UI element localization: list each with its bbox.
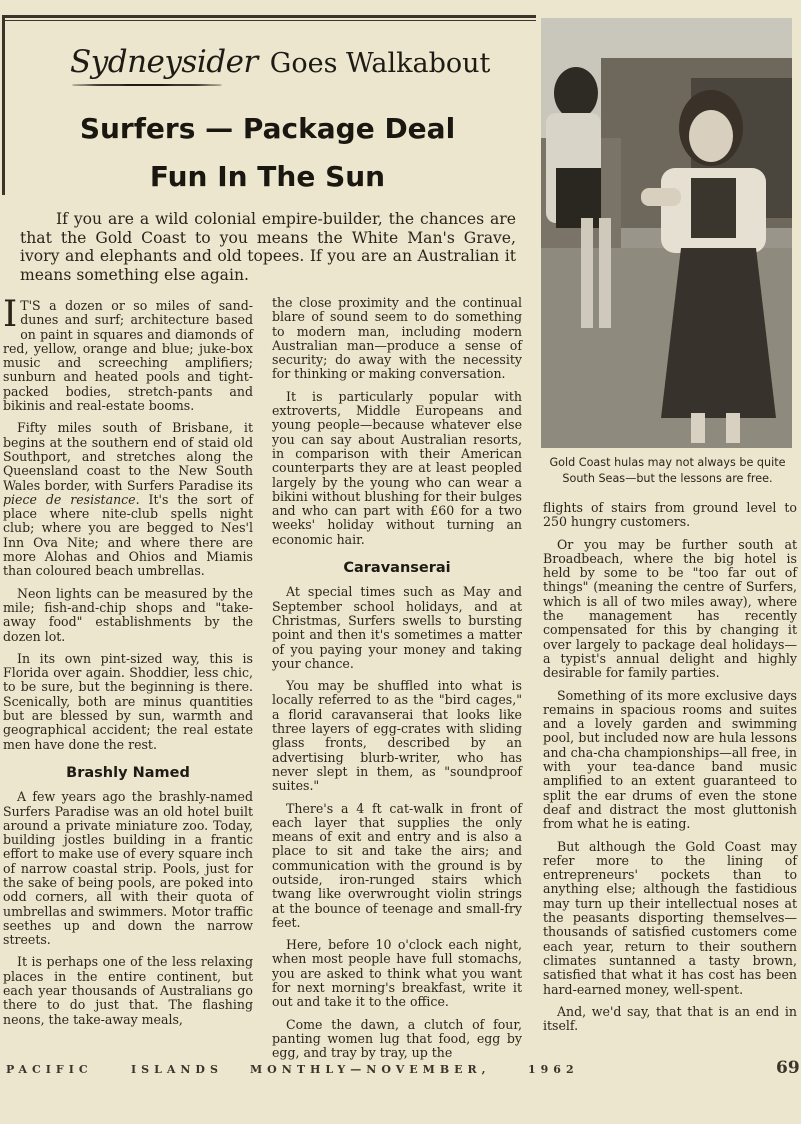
masthead-script: Sydneysider (70, 44, 258, 80)
paragraph: There's a 4 ft cat-walk in front of each layer that supplies the only means of exit and entry and is also a place to sit and take the airs; and communication with the ground is by outside, iron-runged stairs which twang like overwrought violin strings at the bounce of teenage and small-fry feet. (272, 800, 522, 930)
paragraph: It is perhaps one of the less relaxing places in the entire continent, but each year thousands of Australians go there to do just that. The flashing neons, the take-away meals, (3, 954, 253, 1027)
paragraph: A few years ago the brashly-named Surfers Paradise was an old hotel built around a private miniature zoo. Today, building jostles building in a frantic effort to make use of every square inch of narrow coastal strip. Pools, just for the sake of being pools, are poked into odd corners, all with their quota of umbrellas and swimmers. Motor traffic seethes up and down the narrow streets. (3, 789, 253, 948)
paragraph: Here, before 10 o'clock each night, when most people have full stomachs, you are asked to think what you want for next morning's breakfast, write it out and take it to the office. (272, 937, 522, 1010)
paragraph: Fifty miles south of Brisbane, it begins at the southern end of staid old Southport, and stretches along the Queensland coast to the New South Wales border, with Surfers Paradise its piece de resistance. It's the sort of place where nite-club spells night club; where you are begged to Nes'l Inn Ova Nite; and where there are more Alohas and Ohios and Miamis than coloured beach umbrellas. (3, 420, 254, 579)
footer-publication-1: PACIFIC (6, 1063, 93, 1076)
paragraph: flights of stairs from ground level to 250 hungry customers. (543, 500, 797, 530)
footer-publication-2: ISLANDS (131, 1063, 223, 1076)
intro-paragraph: If you are a wild colonial empire-builder, the chances are that the Gold Coast to you means the White Man's Grave, ivory and elephants and old topees. If you are an Australian it means something else again. (20, 210, 516, 284)
column-masthead (70, 44, 530, 94)
paragraph: I T'S a dozen or so miles of sand-dunes and surf; architecture based on paint in squares and diamonds of red, yellow, orange and blue; juke-box music and screeching amplifiers; sunburn and heated pools and tight-packed bodies, stretch-pants and bikinis and real-estate booms. (3, 294, 253, 414)
headline-line-2: Fun In The Sun (149, 160, 386, 193)
paragraph: At special times such as May and September school holidays, and at Christmas, Surfers swells to bursting point and then it's sometimes a matter of you paying your money and taking your chance. (272, 584, 522, 671)
paragraph: the close proximity and the continual blare of sound seem to do something to modern man, including modern Australian man—produce a sense of security; do away with the necessity for thinking or making conversation. (272, 295, 522, 382)
paragraph: In its own pint-sized way, this is Florida over again. Shoddier, less chic, to be sure, but the beginning is there. Scenically, both are minus quantities but are blessed by sun, warmth and geographical accident; the real estate men have done the rest. (3, 650, 253, 752)
top-rule-thin (2, 20, 536, 21)
photo-caption: Gold Coast hulas may not always be quite South Seas—but the lessons are free. (549, 456, 786, 485)
paragraph: Neon lights can be measured by the mile; fish-and-chip shops and "take-away food" establishments by the dozen lot. (3, 585, 253, 644)
hula-photo (541, 18, 792, 448)
subheading: Caravanserai (343, 560, 451, 577)
article-column-3 (543, 501, 797, 1041)
article-column-1 (3, 294, 254, 1035)
paragraph: Come the dawn, a clutch of four, panting women lug that food, egg by egg, and tray by tray, up the (272, 1016, 522, 1061)
paragraph: You may be shuffled into what is locally referred to as the "bird cages," a florid caravanserai that looks like three layers of egg-crates with sliding glass fronts, described by an advertising blurb-writer, who has never slept in them, as "soundproof suites." (272, 678, 522, 794)
paragraph: But although the Gold Coast may refer more to the lining of entrepreneurs' pockets than to anything else; although the fastidious may turn up their intellectual noses at the peasants disporting themselves—thousands of satisfied customers come each year, return to their southern climates suntanned a tasty brown, satisfied that what it has cost has been hard-earned money, well-spent. (543, 838, 797, 997)
paragraph: Or you may be further south at Broadbeach, where the big hotel is held by some to be "too far out of things" (meaning the centre of Surfers, which is all of two miles away), where the management has recently compensated for this by changing it over largely to package deal holidays—a typist's annual delight and highly desirable for family parties. (543, 536, 797, 681)
photo-illustration (541, 18, 792, 448)
paragraph: And, we'd say, that that is an end in itself. (543, 1003, 797, 1034)
masthead-underline (72, 84, 222, 86)
page-footer (6, 1058, 800, 1080)
footer-issue: MONTHLY—NOVEMBER, (250, 1063, 491, 1076)
subheading: Brashly Named (66, 764, 190, 781)
left-rule (2, 15, 5, 195)
drop-cap: I (3, 294, 18, 335)
paragraph: It is particularly popular with extroverts, Middle Europeans and young people—because whatever else you can say about Australian resorts, in comparison with their American counterparts they are at least peopled largely by the young who can wear a bikini without blushing for their bulges and who can part with £60 for a two weeks' holiday without turning an economic hair. (272, 388, 522, 547)
top-rule (2, 15, 536, 18)
masthead-title: Goes Walkabout (269, 48, 491, 79)
article-column-2 (272, 296, 522, 1069)
page-number: 69 (776, 1058, 800, 1078)
footer-year: 1962 (528, 1063, 579, 1076)
headline-line-1: Surfers — Package Deal (79, 112, 456, 145)
paragraph: Something of its more exclusive days remains in spacious rooms and suites and a lovely garden and swimming pool, but included now are hula lessons and cha-cha championships—all free, in with your tea-dance band music amplified to an extent guaranteed to split the ear drums of even the stone deaf and distract the most gluttonish from what he is eating. (543, 687, 797, 832)
